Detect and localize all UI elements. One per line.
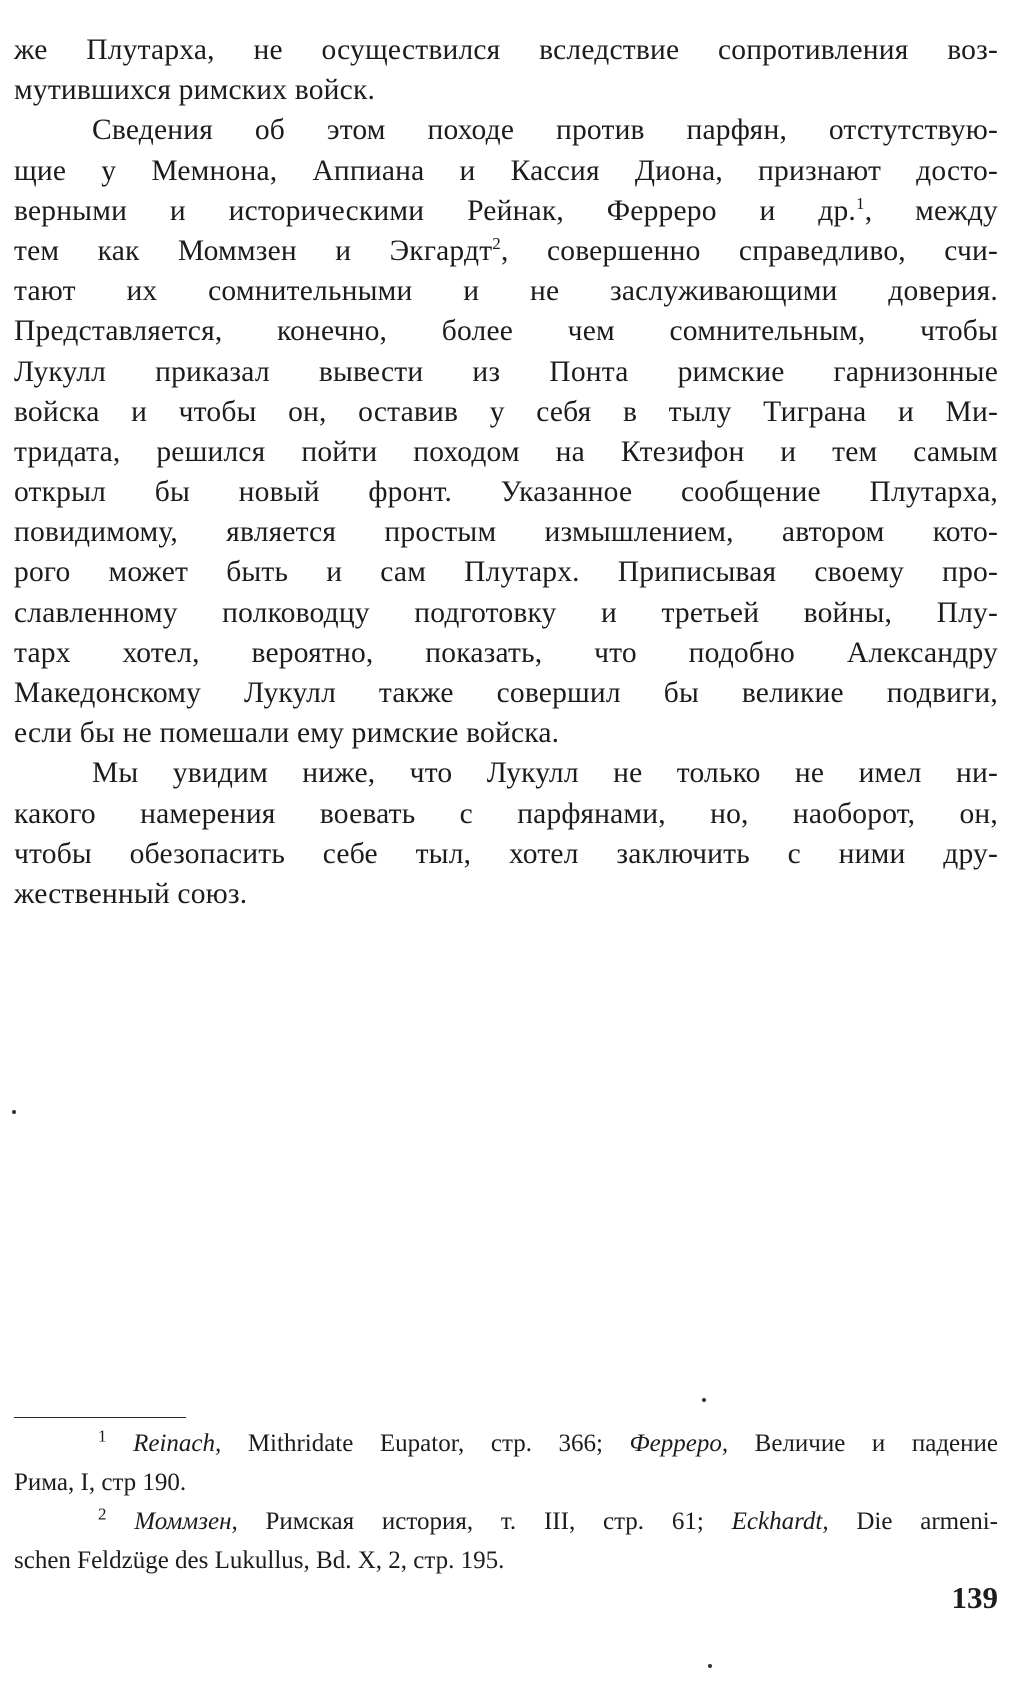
- footnote-ref: 2: [492, 234, 501, 254]
- footnote-mark: 2: [98, 1504, 107, 1524]
- text-line: тают их сомнительными и не заслуживающими доверия.: [14, 275, 998, 308]
- text-line: тарх хотел, вероятно, показать, что подобно Александру: [14, 636, 998, 669]
- footnote-2-continuation: schen Feldzüge des Lukullus, Bd. X, 2, стр. 195.: [14, 1547, 505, 1574]
- print-speck: [12, 1110, 16, 1114]
- text-line: же Плутарха, не осуществился вследствие сопротивления воз-: [14, 34, 998, 66]
- text-fragment: , между: [864, 194, 998, 227]
- footnote-2: [14, 1502, 998, 1541]
- text-line: щие у Мемнона, Аппиана и Кассия Диона, признают досто-: [14, 154, 998, 187]
- text-fragment: , совершенно справедливо, счи-: [501, 234, 998, 267]
- print-speck: [708, 1664, 712, 1668]
- text-line: войска и чтобы он, оставив у себя в тылу Тиграна и Ми-: [14, 395, 998, 428]
- text-line: [14, 191, 998, 231]
- footnote-author: Reinach,: [133, 1430, 222, 1457]
- text-fragment: верными и историческими Рейнак, Ферреро и др.: [14, 194, 856, 227]
- text-line: Мы увидим ниже, что Лукулл не только не имел ни-: [92, 757, 998, 790]
- text-line: чтобы обезопасить себе тыл, хотел заключить с ними дру-: [14, 837, 998, 870]
- text-line: Лукулл приказал вывести из Понта римские гарнизонные: [14, 355, 998, 388]
- footnote-ref: 1: [856, 193, 865, 213]
- footnote-text: Римская история, т. III, стр. 61;: [237, 1508, 732, 1535]
- footnote-1: [14, 1424, 998, 1463]
- text-line: рого может быть и сам Плутарх. Приписывая своему про-: [14, 556, 998, 589]
- text-line: Сведения об этом походе против парфян, отстутствую-: [92, 114, 998, 147]
- text-line: если бы не помешали ему римские войска.: [14, 717, 560, 750]
- footnote-text: Die armeni-: [828, 1508, 998, 1535]
- footnote-author: Ферреро,: [629, 1430, 729, 1457]
- main-text: [14, 30, 998, 914]
- text-line: мутившихся римских войск.: [14, 74, 376, 107]
- text-line: Представляется, конечно, более чем сомнительным, чтобы: [14, 315, 998, 348]
- page-number: 139: [951, 1580, 998, 1615]
- text-line: славленному полководцу подготовку и третьей войны, Плу-: [14, 596, 998, 629]
- text-line: открыл бы новый фронт. Указанное сообщение Плутарха,: [14, 476, 998, 509]
- footnote-1-continuation: Рима, I, стр 190.: [14, 1469, 187, 1496]
- footnote-mark: 1: [98, 1426, 107, 1446]
- text-line: [14, 231, 998, 271]
- text-line: какого намерения воевать с парфянами, но, наоборот, он,: [14, 797, 998, 830]
- footnote-author: Моммзен,: [134, 1508, 238, 1535]
- text-line: жественный союз.: [14, 877, 248, 910]
- text-line: повидимому, является простым измышлением, автором кото-: [14, 516, 998, 549]
- footnote-text: Mithridate Eupator, стр. 366;: [221, 1430, 630, 1457]
- text-line: Македонскому Лукулл также совершил бы великие подвиги,: [14, 677, 998, 709]
- footnote-text: Величие и падение: [728, 1430, 998, 1457]
- text-fragment: тем как Моммзен и Экгардт: [14, 234, 493, 267]
- footnote-author: Eckhardt,: [731, 1508, 829, 1535]
- text-line: тридата, решился пойти походом на Ктезифон и тем самым: [14, 435, 998, 468]
- print-speck: [702, 1398, 706, 1402]
- footnotes: [14, 1424, 998, 1580]
- footnote-divider: [14, 1417, 186, 1418]
